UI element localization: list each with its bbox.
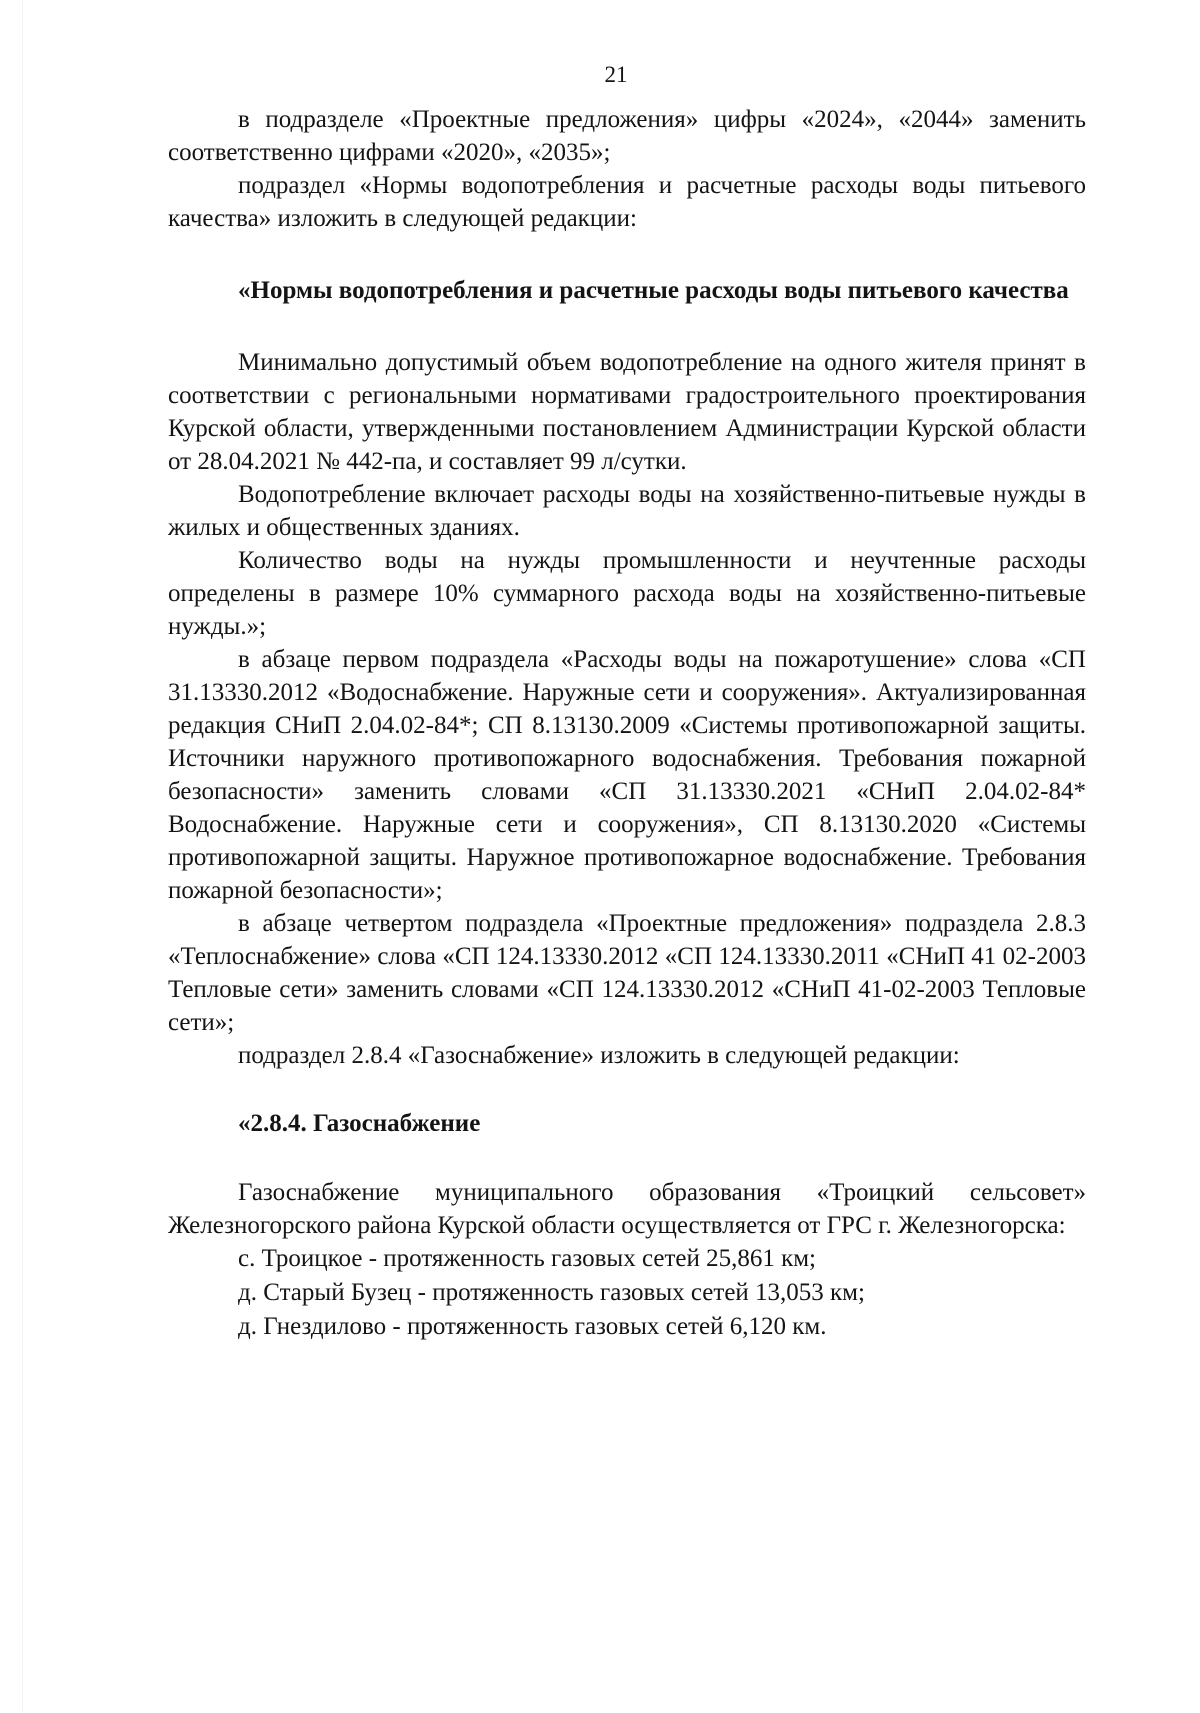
list-item: д. Старый Бузец - протяженность газовых сетей 13,053 км; [238, 1279, 865, 1306]
paragraph-industry-water: Количество воды на нужды промышленности и неучтенные расходы определены в размере 10% суммарного расхода воды на хозяйственно-питьевые нужды.»; [168, 547, 1086, 640]
paragraph-heat-supply: в абзаце четвертом подраздела «Проектные предложения» подраздела 2.8.3 «Теплоснабжение» слова «СП 124.13330.2012 «СП 124.13330.2011 «СНиП 41 02-2003 Тепловые сети» заменить словами «СП 124.13330.2012 «СНиП 41-02-2003 Тепловые сети»; [168, 910, 1086, 1036]
paragraph-subsection-figures: в подразделе «Проектные предложения» цифры «2024», «2044» заменить соответственно цифрами «2020», «2035»; [168, 106, 1086, 166]
paragraph-min-consumption: Минимально допустимый объем водопотребление на одного жителя принят в соответствии с региональными нормативами градостроительного проектирования Курской области, утвержденными постановлением Администрации Курской области от 28.04.2021 № 442-па, и составляет 99 л/сутки. [168, 349, 1086, 475]
spacer [168, 307, 1086, 346]
heading-water-norms: «Нормы водопотребления и расчетные расходы воды питьевого качества [238, 277, 1069, 304]
spacer [168, 1140, 1086, 1176]
page-number: 21 [604, 62, 628, 87]
paragraph-consumption-includes: Водопотребление включает расходы воды на хозяйственно-питьевые нужды в жилых и общественных зданиях. [168, 481, 1086, 541]
paragraph-fire-water: в абзаце первом подраздела «Расходы воды на пожаротушение» слова «СП 31.13330.2012 «Водоснабжение. Наружные сети и сооружения». Актуализированная редакция СНиП 2.04.02-84*; СП 8.13130.2009 «Системы противопожарной защиты. Источники наружного противопожарного водоснабжения. Требования пожарной безопасности» заменить словами «СП 31.13330.2021 «СНиП 2.04.02-84* Водоснабжение. Наружные сети и сооружения», СП 8.13130.2020 «Системы противопожарной защиты. Наружное противопожарное водоснабжение. Требования пожарной безопасности»; [168, 646, 1086, 904]
scan-edge-line [22, 0, 23, 1713]
spacer [168, 235, 1086, 274]
heading-gas-supply: «2.8.4. Газоснабжение [238, 1110, 481, 1137]
spacer [168, 1072, 1086, 1107]
list-item: д. Гнездилово - протяженность газовых сетей 6,120 км. [238, 1313, 827, 1340]
paragraph-gas-supply-source: Газоснабжение муниципального образования «Троицкий сельсовет» Железногорского района Курской области осуществляется от ГРС г. Железногорска: [168, 1179, 1086, 1239]
list-item: с. Троицкое - протяженность газовых сетей 25,861 км; [238, 1245, 817, 1272]
document-body [168, 103, 1086, 1344]
paragraph-gas-intro: подраздел 2.8.4 «Газоснабжение» изложить в следующей редакции: [238, 1042, 960, 1069]
paragraph-water-norms-intro: подраздел «Нормы водопотребления и расчетные расходы воды питьевого качества» изложить в следующей редакции: [168, 172, 1086, 232]
gas-network-list [168, 1242, 1086, 1344]
